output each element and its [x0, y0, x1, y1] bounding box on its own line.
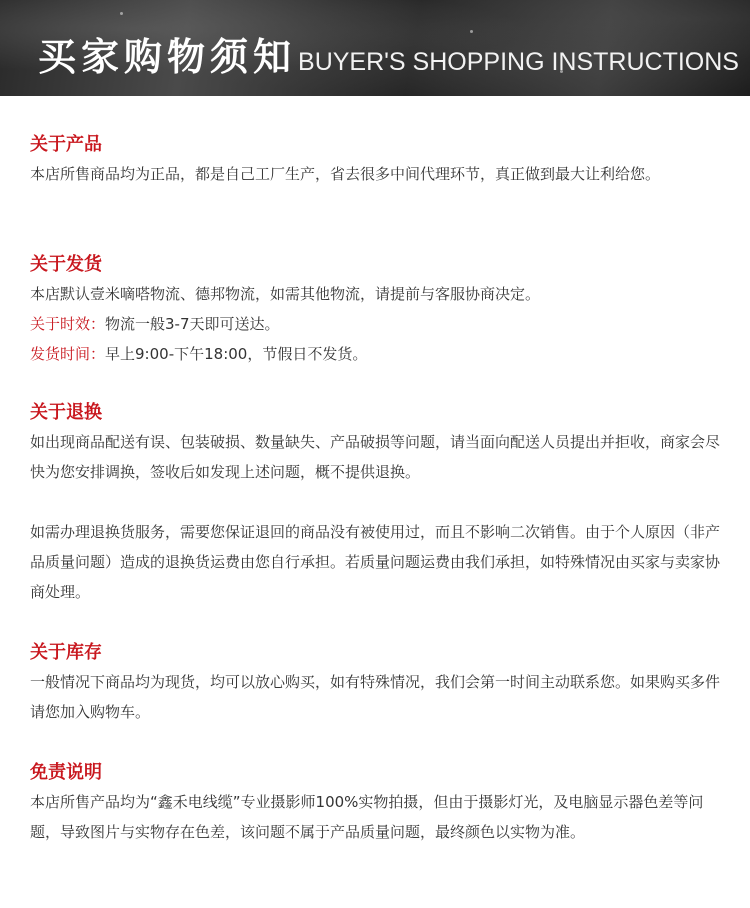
section-title-disclaimer: 免责说明 — [30, 762, 102, 783]
returns-text-1: 如出现商品配送有误、包装破损、数量缺失、产品破损等问题，请当面向配送人员提出并拒收，商家会尽快为您安排调换，签收后如发现上述问题，概不提供退换。 — [30, 433, 721, 481]
banner-title-en: BUYER'S SHOPPING INSTRUCTIONS — [298, 48, 739, 76]
banner-title — [38, 26, 739, 81]
shipping-time-label: 发货时间： — [30, 345, 106, 363]
section-stock — [30, 640, 720, 727]
shipping-time-text: 早上9:00-下午18:00，节假日不发货。 — [105, 345, 368, 363]
returns-text-2: 如需办理退换货服务，需要您保证退回的商品没有被使用过，而且不影响二次销售。由于个人原因（非产品质量问题）造成的退换货运费由您自行承担。若质量问题运费由我们承担，如特殊情况由买家与卖家协商处理。 — [30, 523, 721, 601]
section-title-shipping: 关于发货 — [30, 254, 102, 275]
banner-speck — [120, 12, 123, 15]
header-banner — [0, 0, 750, 96]
section-returns — [30, 400, 720, 607]
section-title-returns: 关于退换 — [30, 402, 102, 423]
section-disclaimer — [30, 760, 720, 847]
section-product — [30, 132, 720, 189]
banner-title-cn: 买家购物须知 — [38, 35, 297, 79]
shipping-text: 本店默认壹米嘀嗒物流、德邦物流，如需其他物流，请提前与客服协商决定。 — [30, 285, 541, 303]
timeliness-text: 物流一般3-7天即可送达。 — [105, 315, 280, 333]
shipping-time — [30, 339, 720, 369]
section-title-product: 关于产品 — [30, 134, 102, 155]
timeliness-label: 关于时效： — [30, 315, 106, 333]
product-text: 本店所售商品均为正品，都是自己工厂生产，省去很多中间代理环节，真正做到最大让利给您。 — [30, 165, 661, 183]
shipping-timeliness — [30, 309, 720, 339]
section-shipping — [30, 252, 720, 369]
stock-text: 一般情况下商品均为现货，均可以放心购买，如有特殊情况，我们会第一时间主动联系您。如果购买多件请您加入购物车。 — [30, 673, 721, 721]
disclaimer-text: 本店所售产品均为“鑫禾电线缆”专业摄影师100%实物拍摄，但由于摄影灯光，及电脑显示器色差等问题，导致图片与实物存在色差，该问题不属于产品质量问题，最终颜色以实物为准。 — [30, 793, 704, 841]
section-title-stock: 关于库存 — [30, 642, 102, 663]
